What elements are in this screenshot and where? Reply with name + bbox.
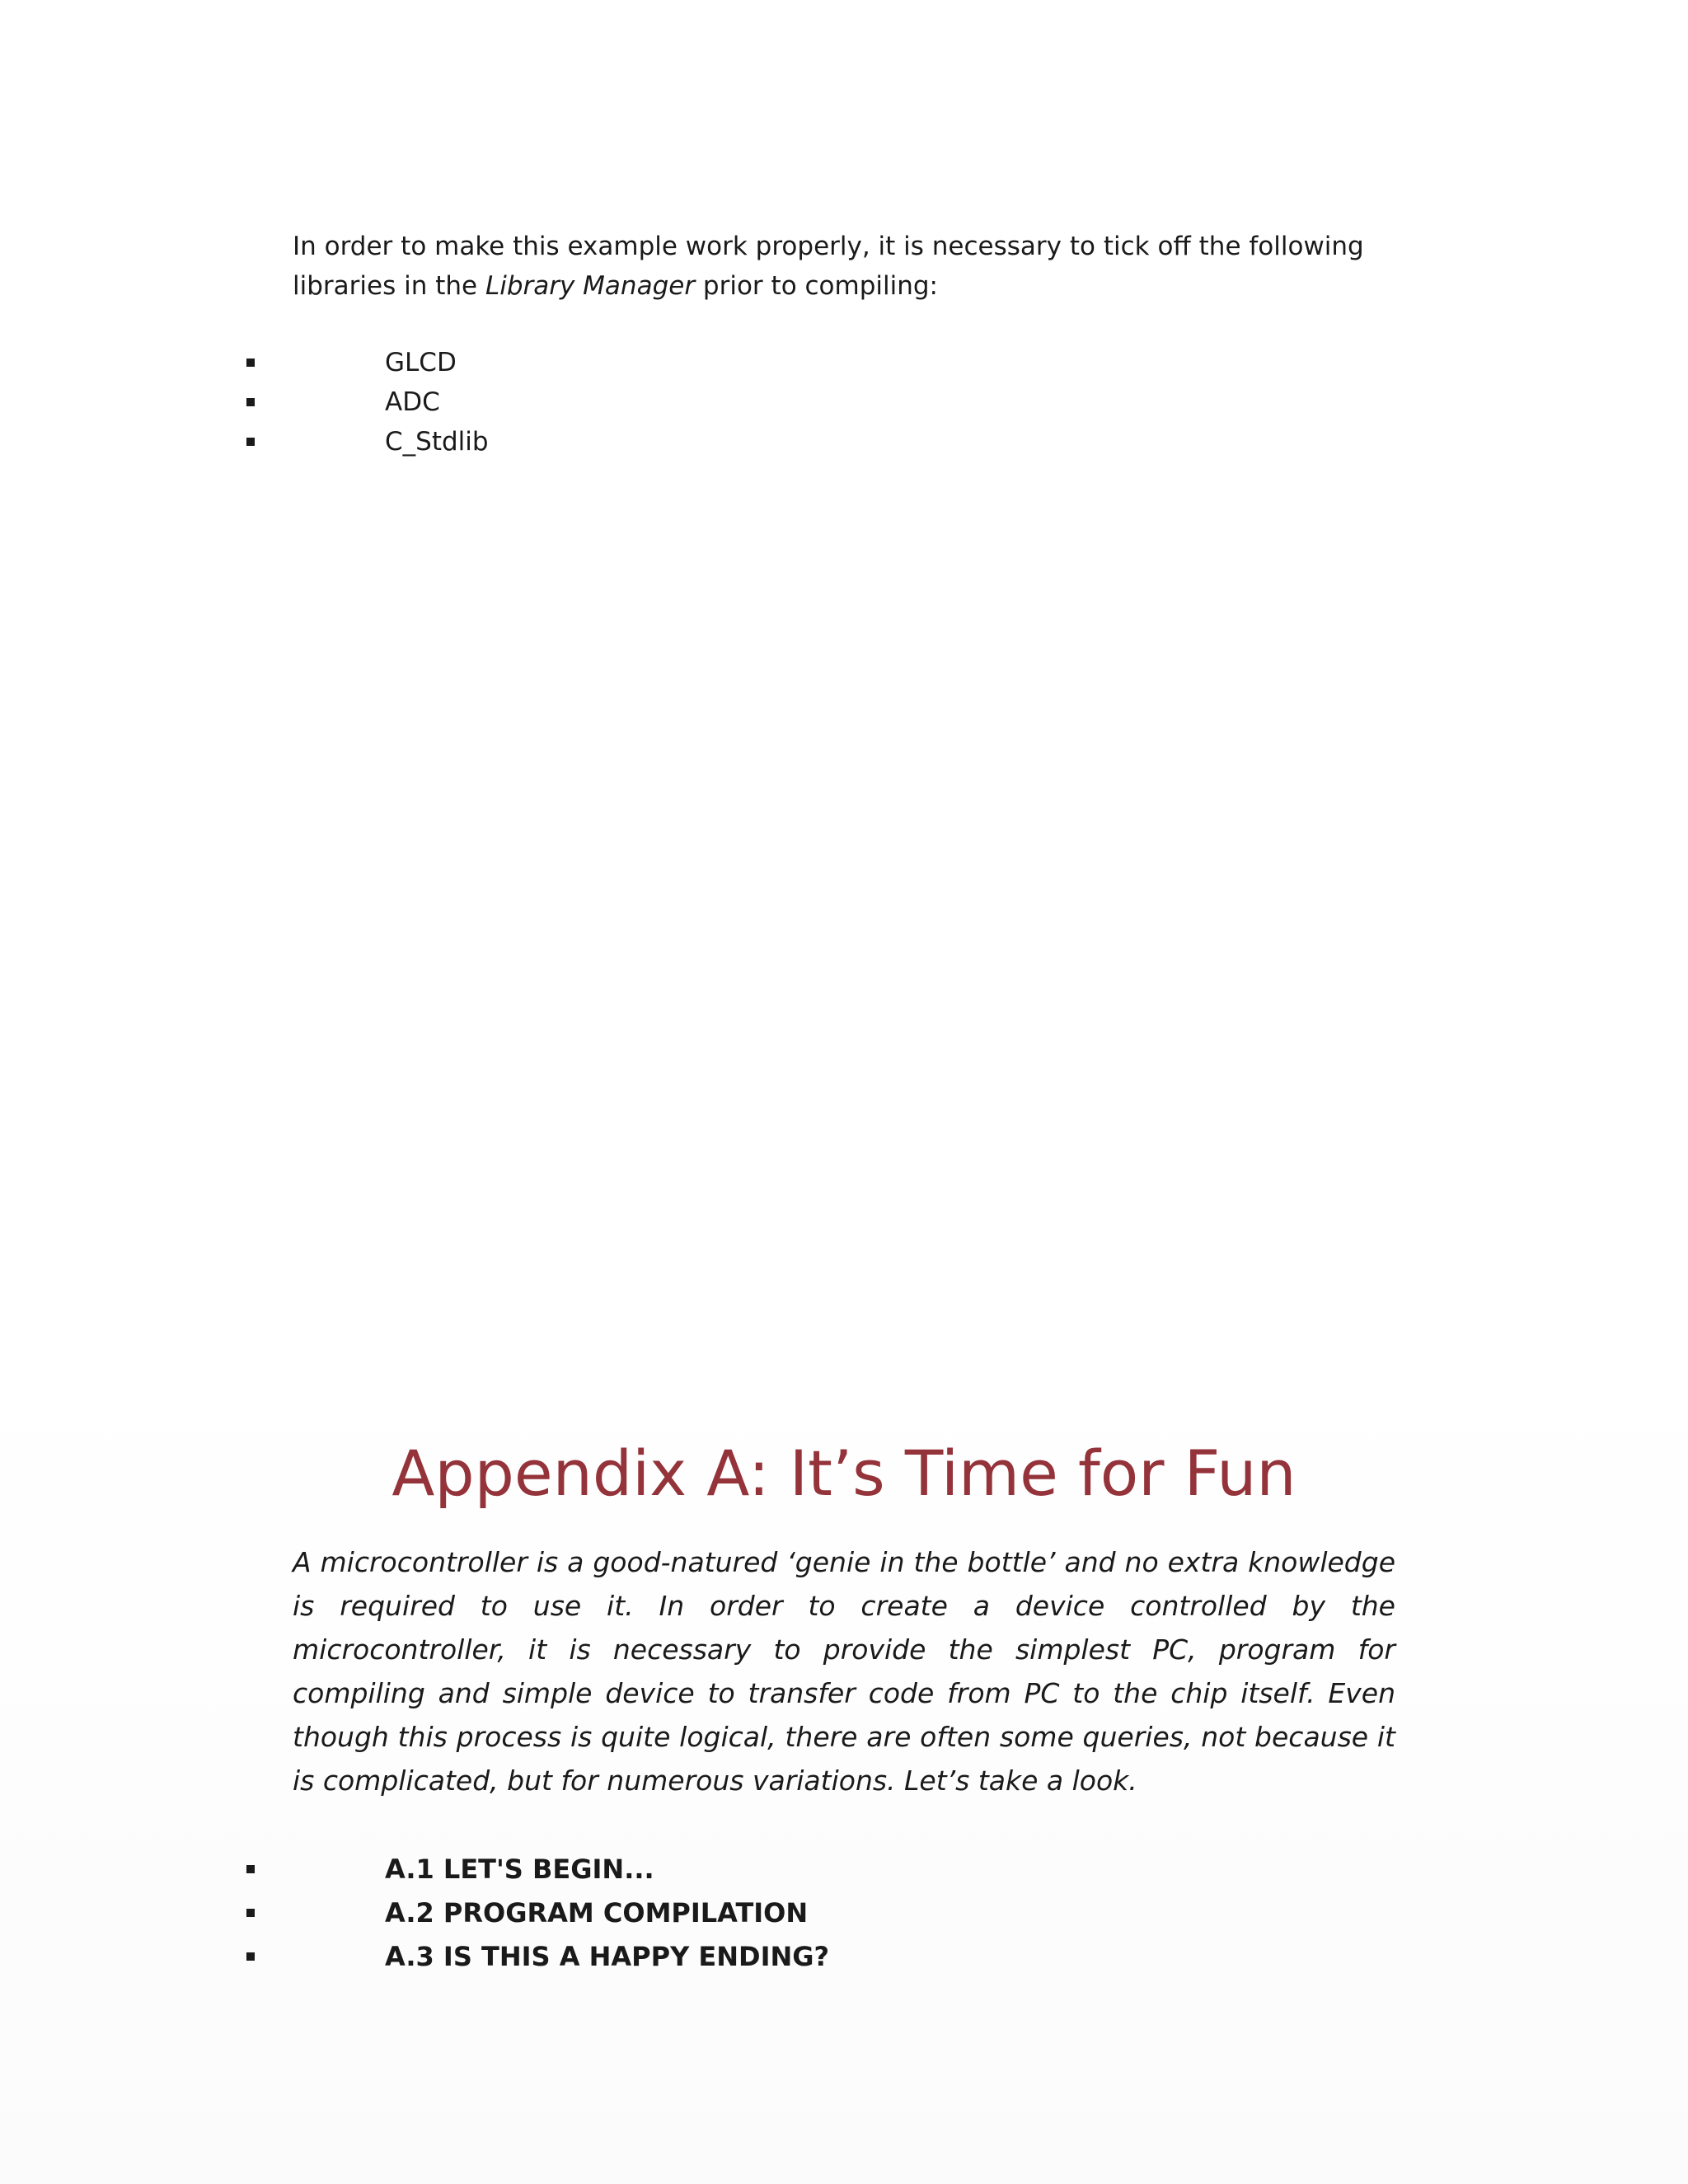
list-item [0,343,824,382]
square-bullet-icon [246,1865,255,1873]
library-manager-emphasis: Library Manager [485,271,696,301]
section-link-item[interactable] [0,1891,989,1935]
section-link[interactable]: A.3 IS THIS A HAPPY ENDING? [385,1941,830,1972]
library-name: ADC [385,387,440,417]
list-item [0,382,824,422]
section-list [0,1848,989,1979]
intro-text-before: In order to make this example work properly, it is necessary to tick off the following libraries in the [293,232,1364,301]
square-bullet-icon [246,1909,255,1917]
square-bullet-icon [246,438,255,446]
intro-paragraph [293,227,1397,306]
square-bullet-icon [246,398,255,406]
list-item [0,422,824,462]
section-link-item[interactable] [0,1935,989,1979]
library-name: C_Stdlib [385,427,489,457]
appendix-title: Appendix A: It’s Time for Fun [392,1436,1296,1510]
library-name: GLCD [385,348,457,377]
appendix-intro-paragraph: A microcontroller is a good-natured ‘genie in the bottle’ and no extra knowledge is required to use it. In order to create a device controlled by the microcontroller, it is necessary to provide the simplest PC, program for compiling and simple device to transfer code from PC to the chip itself. Even though this process is quite logical, there are often some queries, not because it is complicated, but for numerous variations. Let’s take a look. [293,1546,1395,1797]
intro-text-after: prior to compiling: [695,271,939,301]
square-bullet-icon [246,1952,255,1961]
library-list [0,343,824,462]
section-link[interactable]: A.1 LET'S BEGIN... [385,1854,654,1885]
section-link-item[interactable] [0,1848,989,1891]
square-bullet-icon [246,359,255,367]
section-link[interactable]: A.2 PROGRAM COMPILATION [385,1897,809,1929]
